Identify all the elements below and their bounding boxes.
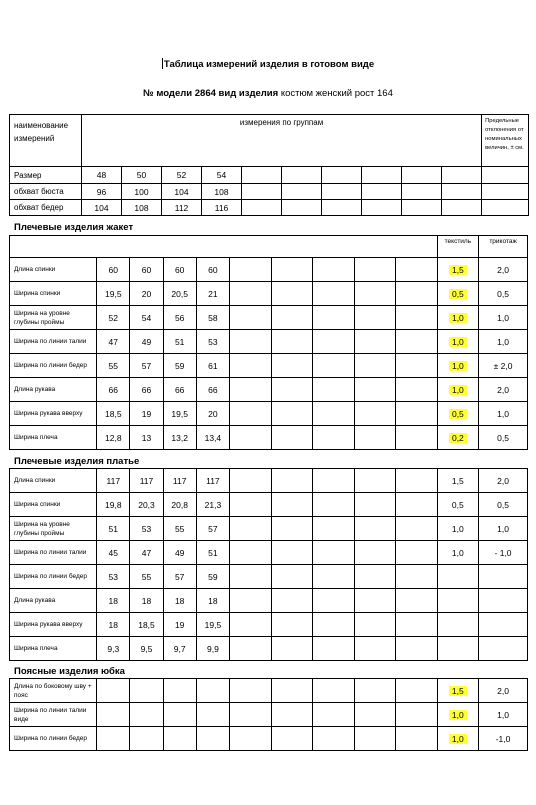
- cell: 20: [130, 282, 163, 306]
- document-title: [0, 58, 536, 70]
- skirt-table: [9, 678, 528, 751]
- cell: 9,9: [196, 637, 229, 661]
- knit-tolerance: 0,5: [479, 493, 528, 517]
- cell: 13: [130, 426, 163, 450]
- row-label: Длина по боковому шву + пояс: [10, 679, 97, 703]
- knit-tolerance: 2,0: [479, 679, 528, 703]
- cell: 18: [163, 589, 196, 613]
- cell: 9,5: [130, 637, 163, 661]
- cell: 55: [163, 517, 196, 541]
- textile-tolerance: 1,5: [449, 686, 467, 696]
- cell: [130, 727, 163, 751]
- cell: 117: [163, 469, 196, 493]
- subtitle-rest: костюм женский рост 164: [278, 88, 393, 99]
- cell: 55: [130, 565, 163, 589]
- knit-tolerance: 1,0: [479, 703, 528, 727]
- row-label: Длина рукава: [10, 589, 97, 613]
- knit-tolerance: 1,0: [479, 330, 528, 354]
- row-label: Ширина по линии талии: [10, 541, 97, 565]
- textile-tolerance: 1,0: [437, 541, 479, 565]
- cell: 19: [130, 402, 163, 426]
- cell: 116: [202, 200, 242, 216]
- cell: 9,3: [97, 637, 130, 661]
- textile-tolerance: [437, 637, 479, 661]
- knit-tolerance: 2,0: [479, 258, 528, 282]
- document-title-text: Таблица измерений изделия в готовом виде: [163, 59, 375, 70]
- cell: 57: [130, 354, 163, 378]
- knit-tolerance: 1,0: [479, 402, 528, 426]
- row-label: Ширина рукава вверху: [10, 402, 97, 426]
- jacket-heading: Плечевые изделия жакет: [14, 222, 134, 233]
- knit-tolerance: 2,0: [479, 469, 528, 493]
- textile-tolerance: 1,5: [449, 265, 467, 275]
- row-label: Ширина по линии бедер: [10, 354, 97, 378]
- cell: 108: [122, 200, 162, 216]
- cell: 18: [130, 589, 163, 613]
- dress-heading: Плечевые изделия платье: [14, 456, 140, 467]
- cell: 19,8: [97, 493, 130, 517]
- cell: 19: [163, 613, 196, 637]
- table-row: [10, 378, 528, 402]
- cell: 19,5: [163, 402, 196, 426]
- groups-header: измерения по группам: [82, 115, 482, 167]
- cell: 57: [163, 565, 196, 589]
- cell: 18,5: [97, 402, 130, 426]
- table-row: [10, 703, 528, 727]
- table-row: [10, 330, 528, 354]
- cell: 54: [130, 306, 163, 330]
- textile-tolerance: 1,0: [437, 517, 479, 541]
- cell: 50: [122, 167, 162, 184]
- knit-tolerance: [479, 589, 528, 613]
- table-row: [10, 589, 528, 613]
- table-row: [10, 184, 529, 200]
- table-row: [10, 517, 528, 541]
- cell: [97, 727, 130, 751]
- name-header: наименование измерений: [10, 115, 82, 167]
- row-label: Ширина плеча: [10, 426, 97, 450]
- table-row: [10, 637, 528, 661]
- table-row: [10, 493, 528, 517]
- cell: 52: [162, 167, 202, 184]
- textile-tolerance: 1,0: [449, 385, 467, 395]
- cell: 59: [163, 354, 196, 378]
- textile-tolerance: 1,0: [449, 734, 467, 744]
- table-row: [10, 200, 529, 216]
- row-label: Длина спинки: [10, 258, 97, 282]
- cell: 48: [82, 167, 122, 184]
- cell: 12,8: [97, 426, 130, 450]
- cell: [196, 679, 229, 703]
- cell: 55: [97, 354, 130, 378]
- row-label: Ширина по линии бедер: [10, 727, 97, 751]
- cell: 53: [97, 565, 130, 589]
- cell: 66: [163, 378, 196, 402]
- cell: 53: [130, 517, 163, 541]
- cell: 49: [130, 330, 163, 354]
- textile-tolerance: 1,0: [449, 313, 467, 323]
- cell: 51: [97, 517, 130, 541]
- cell: 52: [97, 306, 130, 330]
- textile-tolerance: 1,0: [449, 337, 467, 347]
- cell: 66: [196, 378, 229, 402]
- knit-tolerance: 0,5: [479, 426, 528, 450]
- document-subtitle: [0, 88, 536, 99]
- cell: 20,5: [163, 282, 196, 306]
- row-label: Длина рукава: [10, 378, 97, 402]
- cell: 66: [97, 378, 130, 402]
- table-row: [10, 565, 528, 589]
- skirt-heading: Поясные изделия юбка: [14, 666, 125, 677]
- cell: 66: [130, 378, 163, 402]
- cell: 18: [97, 589, 130, 613]
- col-textile: текстиль: [437, 236, 479, 258]
- cell: 96: [82, 184, 122, 200]
- cell: 18: [196, 589, 229, 613]
- table-row: [10, 258, 528, 282]
- table-row: [10, 679, 528, 703]
- knit-tolerance: 1,0: [479, 517, 528, 541]
- knit-tolerance: [479, 613, 528, 637]
- cell: 59: [196, 565, 229, 589]
- textile-tolerance: 0,2: [449, 433, 467, 443]
- table-row: [10, 541, 528, 565]
- cell: 47: [130, 541, 163, 565]
- cell: 47: [97, 330, 130, 354]
- cell: 58: [196, 306, 229, 330]
- cell: 100: [122, 184, 162, 200]
- knit-tolerance: - 1,0: [479, 541, 528, 565]
- row-label: Длина спинки: [10, 469, 97, 493]
- cell: 9,7: [163, 637, 196, 661]
- cell: 18: [97, 613, 130, 637]
- textile-tolerance: 1,0: [449, 361, 467, 371]
- cell: 54: [202, 167, 242, 184]
- table-row: [10, 354, 528, 378]
- textile-tolerance: 0,5: [449, 289, 467, 299]
- table-row: [10, 306, 528, 330]
- col-knit: трикотаж: [479, 236, 528, 258]
- table-row: [10, 426, 528, 450]
- cell: [130, 703, 163, 727]
- textile-tolerance: 1,0: [449, 710, 467, 720]
- cell: 61: [196, 354, 229, 378]
- row-label: Размер: [10, 167, 82, 184]
- row-label: Ширина рукава вверху: [10, 613, 97, 637]
- cell: 60: [130, 258, 163, 282]
- textile-tolerance: 0,5: [437, 493, 479, 517]
- row-label: Ширина по линии талии виде: [10, 703, 97, 727]
- cell: 13,2: [163, 426, 196, 450]
- tolerance-header: Предельные отклонения от номинальных величин, ± см.: [482, 115, 529, 167]
- cell: 19,5: [196, 613, 229, 637]
- knit-tolerance: [479, 637, 528, 661]
- jacket-table: [9, 235, 528, 450]
- knit-tolerance: -1,0: [479, 727, 528, 751]
- row-label: обхват бюста: [10, 184, 82, 200]
- knit-tolerance: 1,0: [479, 306, 528, 330]
- dress-table: [9, 468, 528, 661]
- cell: 60: [97, 258, 130, 282]
- cell: 108: [202, 184, 242, 200]
- textile-tolerance: [437, 565, 479, 589]
- table-row: [10, 282, 528, 306]
- textile-tolerance: 0,5: [449, 409, 467, 419]
- cell: 18,5: [130, 613, 163, 637]
- subtitle-bold: № модели 2864 вид изделия: [143, 88, 279, 99]
- cell: 19,5: [97, 282, 130, 306]
- cell: 45: [97, 541, 130, 565]
- knit-tolerance: 2,0: [479, 378, 528, 402]
- cell: 21,3: [196, 493, 229, 517]
- cell: [163, 727, 196, 751]
- table-row: [10, 727, 528, 751]
- cell: 60: [196, 258, 229, 282]
- row-label: обхват бедер: [10, 200, 82, 216]
- row-label: Ширина на уровне глубины проймы: [10, 306, 97, 330]
- cell: 20,3: [130, 493, 163, 517]
- cell: 60: [163, 258, 196, 282]
- cell: 53: [196, 330, 229, 354]
- cell: 104: [162, 184, 202, 200]
- cell: 57: [196, 517, 229, 541]
- cell: 51: [196, 541, 229, 565]
- table-row: [10, 402, 528, 426]
- cell: [163, 679, 196, 703]
- cell: 51: [163, 330, 196, 354]
- cell: [130, 679, 163, 703]
- textile-tolerance: [437, 613, 479, 637]
- cell: [196, 703, 229, 727]
- cell: 21: [196, 282, 229, 306]
- row-label: Ширина по линии талии: [10, 330, 97, 354]
- sizes-table: [9, 114, 529, 216]
- row-label: Ширина по линии бедер: [10, 565, 97, 589]
- row-label: Ширина спинки: [10, 282, 97, 306]
- cell: 49: [163, 541, 196, 565]
- knit-tolerance: [479, 565, 528, 589]
- row-label: Ширина на уровне глубины проймы: [10, 517, 97, 541]
- text-cursor: [162, 58, 163, 69]
- cell: 104: [82, 200, 122, 216]
- textile-tolerance: [437, 589, 479, 613]
- cell: 117: [196, 469, 229, 493]
- cell: [163, 703, 196, 727]
- table-row: [10, 469, 528, 493]
- textile-tolerance: 1,5: [437, 469, 479, 493]
- cell: 117: [130, 469, 163, 493]
- knit-tolerance: ± 2,0: [479, 354, 528, 378]
- row-label: Ширина спинки: [10, 493, 97, 517]
- cell: 20: [196, 402, 229, 426]
- cell: 56: [163, 306, 196, 330]
- cell: [97, 679, 130, 703]
- cell: 117: [97, 469, 130, 493]
- table-row: [10, 167, 529, 184]
- cell: 20,8: [163, 493, 196, 517]
- table-row: [10, 613, 528, 637]
- row-label: Ширина плеча: [10, 637, 97, 661]
- cell: 112: [162, 200, 202, 216]
- cell: [196, 727, 229, 751]
- cell: 13,4: [196, 426, 229, 450]
- knit-tolerance: 0,5: [479, 282, 528, 306]
- cell: [97, 703, 130, 727]
